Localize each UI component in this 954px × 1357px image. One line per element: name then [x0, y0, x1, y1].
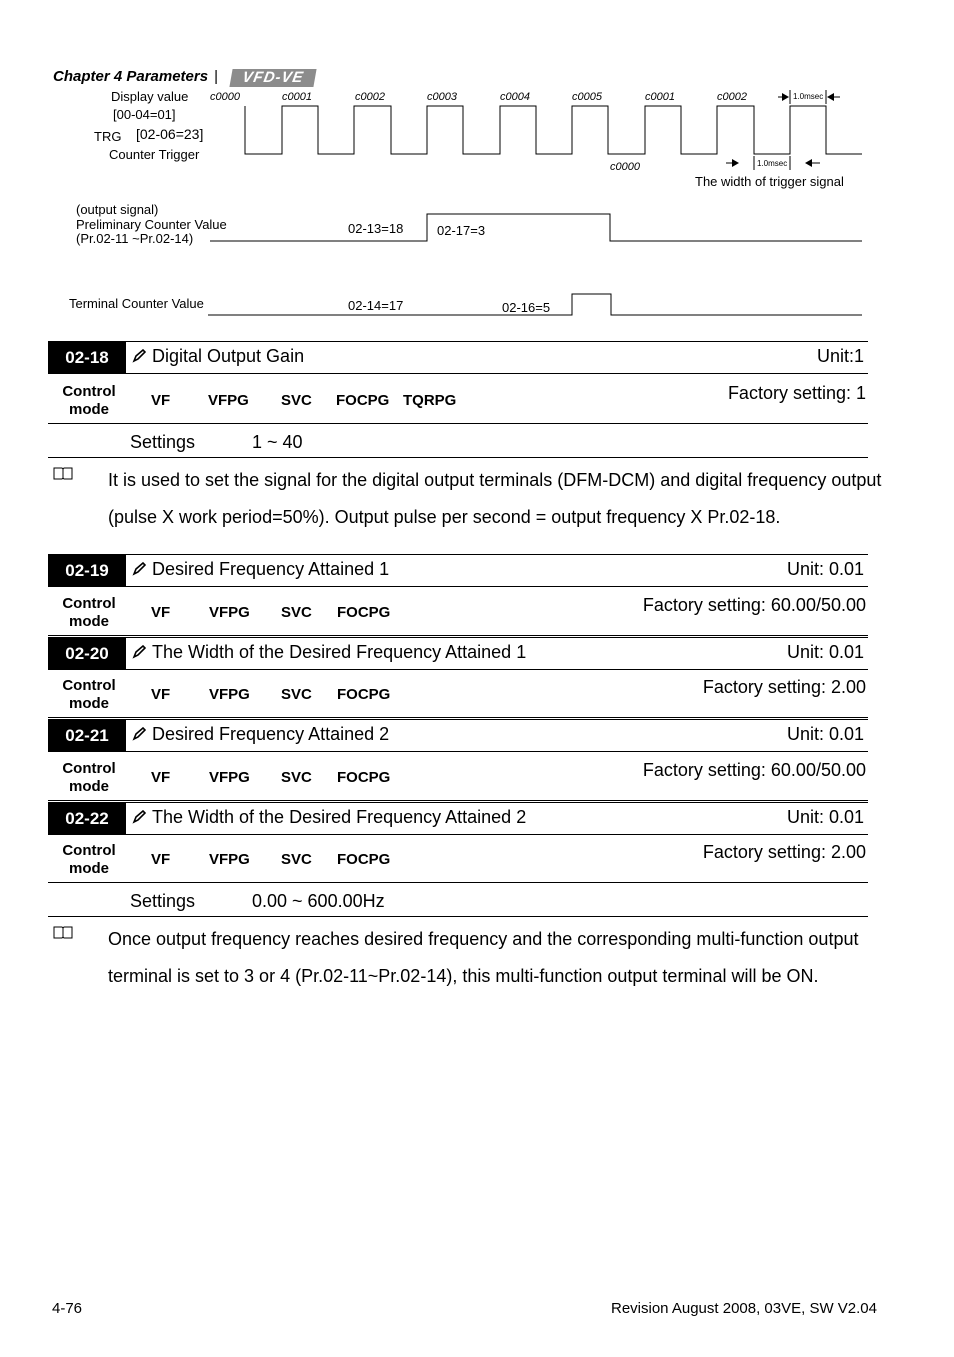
book-icon — [53, 466, 73, 480]
terminal-width-value: 02-16=5 — [502, 300, 551, 315]
control-mode-label: Control mode — [62, 842, 116, 877]
param-02-21-control-mode — [48, 753, 868, 801]
param-code: 02-20 — [48, 637, 126, 670]
mode-vf: VF — [151, 392, 171, 409]
pulse-width-bottom: 1.0msec — [757, 159, 788, 168]
control-mode-label: Control mode — [62, 595, 116, 630]
mode-focpg: FOCPG — [337, 769, 391, 786]
mode-vfpg: VFPG — [208, 392, 249, 409]
note-text: It is used to set the signal for the digital output terminals (DFM-DCM) and digital frequency output (pulse X work period=50%). Output pulse per second = output frequency X Pr.02-18. — [108, 470, 882, 527]
mode-focpg: FOCPG — [337, 851, 391, 868]
param-name: Desired Frequency Attained 2 — [152, 724, 390, 744]
prelim-set-value: 02-13=18 — [348, 221, 404, 236]
mode-vf: VF — [151, 686, 171, 703]
display-value-label: Display value — [111, 89, 189, 104]
mode-vf: VF — [151, 604, 171, 621]
note-text: Once output frequency reaches desired frequency and the corresponding multi-function output terminal is set to 3 or 4 (Pr.02-11~Pr.02-14), this multi-function output terminal will be ON. — [108, 929, 859, 986]
mode-vf: VF — [151, 769, 171, 786]
mode-svc: SVC — [281, 769, 312, 786]
param-02-20-title — [48, 637, 868, 670]
mode-focpg: FOCPG — [336, 392, 390, 409]
preliminary-label: Preliminary Counter Value — [76, 217, 227, 232]
param-unit: Unit: 0.01 — [786, 642, 864, 662]
param-code: 02-22 — [48, 802, 126, 835]
mode-focpg: FOCPG — [337, 686, 391, 703]
control-mode-label: Control mode — [62, 677, 116, 712]
preliminary-param: (Pr.02-11 ~Pr.02-14) — [76, 231, 194, 246]
param-02-19-title — [48, 554, 868, 587]
param-02-18-title — [48, 341, 868, 374]
pencil-icon — [132, 645, 146, 659]
terminal-set-value: 02-14=17 — [348, 298, 404, 313]
count-reading-reset: c0000 — [610, 161, 640, 173]
note-02-19-22 — [53, 921, 883, 1001]
pencil-icon — [132, 562, 146, 576]
factory-setting: Factory setting: 2.00 — [702, 842, 866, 862]
prelim-width-value: 02-17=3 — [437, 223, 486, 238]
control-mode-label: Control mode — [62, 383, 116, 418]
mode-vf: VF — [151, 851, 171, 868]
revision-info: Revision August 2008, 03VE, SW V2.04 — [611, 1300, 877, 1317]
mode-vfpg: VFPG — [209, 851, 250, 868]
book-icon — [53, 925, 73, 939]
pencil-icon — [132, 349, 146, 363]
pencil-icon — [132, 810, 146, 824]
control-mode-label: Control mode — [62, 760, 116, 795]
mode-tqrpg: TQRPG — [403, 392, 457, 409]
param-unit: Unit: 0.01 — [786, 559, 864, 579]
param-02-19-control-mode — [48, 588, 868, 636]
settings-value: 1 ~ 40 — [252, 432, 303, 452]
settings-value: 0.00 ~ 600.00Hz — [252, 891, 385, 911]
param-name: The Width of the Desired Frequency Attained 1 — [152, 642, 527, 662]
count-reading: c0005 — [572, 91, 602, 103]
mode-svc: SVC — [281, 604, 312, 621]
param-name: Digital Output Gain — [152, 346, 305, 366]
count-reading: c0002 — [717, 91, 747, 103]
mode-focpg: FOCPG — [337, 604, 391, 621]
settings-label: Settings — [130, 891, 196, 911]
param-02-18-control-mode — [48, 376, 868, 424]
param-code: 02-18 — [48, 341, 126, 374]
param-02-22-settings — [48, 884, 868, 917]
param-name: Desired Frequency Attained 1 — [152, 559, 390, 579]
factory-setting: Factory setting: 2.00 — [702, 677, 866, 697]
pencil-icon — [132, 727, 146, 741]
mode-vfpg: VFPG — [209, 604, 250, 621]
trigger-waveform — [245, 106, 862, 154]
chapter-title: Chapter 4 Parameters — [53, 68, 209, 85]
settings-label: Settings — [130, 432, 196, 452]
mode-vfpg: VFPG — [209, 686, 250, 703]
pulse-width-top: 1.0msec — [793, 92, 824, 101]
counter-timing-diagram — [0, 0, 954, 330]
page-number: 4-76 — [52, 1300, 83, 1317]
mode-svc: SVC — [281, 392, 312, 409]
param-unit: Unit:1 — [816, 346, 864, 366]
factory-setting: Factory setting: 60.00/50.00 — [642, 760, 866, 780]
preliminary-waveform — [210, 214, 862, 241]
note-02-18 — [53, 462, 883, 542]
trigger-width-label: The width of trigger signal — [695, 174, 844, 189]
param-name: The Width of the Desired Frequency Attained 2 — [152, 807, 527, 827]
param-02-18-settings — [48, 425, 868, 458]
count-reading: c0002 — [355, 91, 385, 103]
header-separator: | — [214, 68, 218, 85]
product-logo: VFD-VE — [229, 69, 316, 87]
count-reading: c0001 — [282, 91, 312, 103]
trg-label: TRG — [94, 129, 122, 144]
param-code: 02-19 — [48, 554, 126, 587]
display-value-param: [00-04=01] — [113, 107, 176, 122]
param-02-21-title — [48, 719, 868, 752]
mode-svc: SVC — [281, 851, 312, 868]
param-02-22-title — [48, 802, 868, 835]
param-02-22-control-mode — [48, 835, 868, 883]
counter-trigger-label: Counter Trigger — [109, 147, 200, 162]
param-unit: Unit: 0.01 — [786, 724, 864, 744]
param-unit: Unit: 0.01 — [786, 807, 864, 827]
param-02-20-control-mode — [48, 670, 868, 718]
param-code: 02-21 — [48, 719, 126, 752]
output-signal-label: (output signal) — [76, 202, 159, 217]
mode-vfpg: VFPG — [209, 769, 250, 786]
count-reading: c0001 — [645, 91, 675, 103]
terminal-label: Terminal Counter Value — [69, 296, 204, 311]
factory-setting: Factory setting: 60.00/50.00 — [642, 595, 866, 615]
mode-svc: SVC — [281, 686, 312, 703]
count-reading: c0003 — [427, 91, 457, 103]
count-reading: c0000 — [210, 91, 240, 103]
trg-param: [02-06=23] — [136, 126, 204, 142]
factory-setting: Factory setting: 1 — [727, 383, 866, 403]
count-reading: c0004 — [500, 91, 530, 103]
